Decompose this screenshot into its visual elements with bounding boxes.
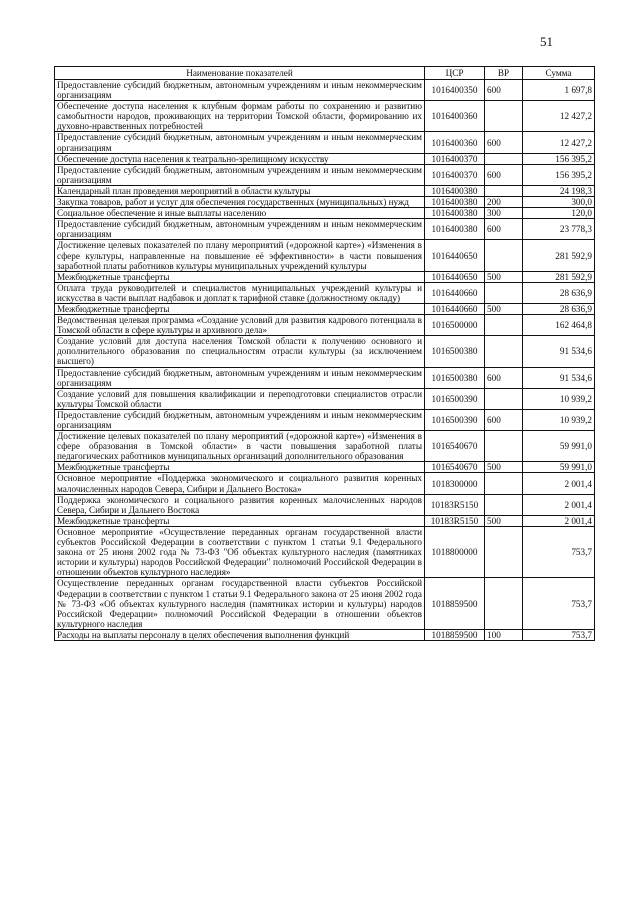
row-sum: 281 592,9 bbox=[523, 271, 595, 282]
row-vr bbox=[485, 315, 523, 336]
row-vr bbox=[485, 101, 523, 132]
row-csr: 1016400380 bbox=[425, 197, 485, 208]
row-sum: 1 697,8 bbox=[523, 80, 595, 101]
row-csr: 1016440660 bbox=[425, 282, 485, 303]
row-vr: 600 bbox=[485, 132, 523, 153]
table-row bbox=[55, 388, 595, 409]
row-vr bbox=[485, 526, 523, 577]
row-sum: 59 991,0 bbox=[523, 431, 595, 462]
row-csr: 1016440650 bbox=[425, 240, 485, 271]
row-name: Создание условий для повышения квалификации и переподготовки специалистов отрасли культуры Томской области bbox=[55, 388, 425, 409]
row-vr bbox=[485, 494, 523, 515]
row-csr: 10183R5150 bbox=[425, 494, 485, 515]
row-name: Создание условий для доступа населения Томской области к получению основного и дополнительного образования по специальностям отрасли культуры (за исключением высшего) bbox=[55, 336, 425, 367]
row-name: Межбюджетные трансферты bbox=[55, 271, 425, 282]
table-row bbox=[55, 526, 595, 577]
row-vr bbox=[485, 185, 523, 196]
row-csr: 1018300000 bbox=[425, 473, 485, 494]
row-vr bbox=[485, 153, 523, 164]
row-csr: 1016400350 bbox=[425, 80, 485, 101]
row-vr bbox=[485, 388, 523, 409]
row-sum: 91 534,6 bbox=[523, 336, 595, 367]
row-name: Основное мероприятие «Поддержка экономического и социального развития коренных малочисленных народов Севера, Сибири и Дальнего Востока» bbox=[55, 473, 425, 494]
row-csr: 1018859500 bbox=[425, 629, 485, 640]
row-name: Ведомственная целевая программа «Создание условий для развития кадрового потенциала в Томской области в сфере культуры и архивного дела» bbox=[55, 315, 425, 336]
row-sum: 2 001,4 bbox=[523, 473, 595, 494]
row-csr: 1016400370 bbox=[425, 153, 485, 164]
table-row bbox=[55, 367, 595, 388]
header-csr: ЦСР bbox=[425, 67, 485, 80]
row-csr: 1018800000 bbox=[425, 526, 485, 577]
table-row bbox=[55, 315, 595, 336]
row-name: Календарный план проведения мероприятий в области культуры bbox=[55, 185, 425, 196]
row-sum: 12 427,2 bbox=[523, 101, 595, 132]
table-row bbox=[55, 164, 595, 185]
row-csr: 1016540670 bbox=[425, 431, 485, 462]
row-vr bbox=[485, 240, 523, 271]
table-row bbox=[55, 431, 595, 462]
row-sum: 753,7 bbox=[523, 526, 595, 577]
row-name: Межбюджетные трансферты bbox=[55, 303, 425, 314]
table-row bbox=[55, 208, 595, 219]
row-vr bbox=[485, 473, 523, 494]
row-name: Закупка товаров, работ и услуг для обеспечения государственных (муниципальных) нужд bbox=[55, 197, 425, 208]
row-vr: 200 bbox=[485, 197, 523, 208]
row-name: Предоставление субсидий бюджетным, автономным учреждениям и иным некоммерческим организациям bbox=[55, 409, 425, 430]
row-csr: 10183R5150 bbox=[425, 515, 485, 526]
row-vr: 600 bbox=[485, 409, 523, 430]
row-name: Оплата труда руководителей и специалистов муниципальных учреждений культуры и искусства в части выплат надбавок и доплат к тарифной ставке (должностному окладу) bbox=[55, 282, 425, 303]
table-row bbox=[55, 578, 595, 629]
row-name: Предоставление субсидий бюджетным, автономным учреждениям и иным некоммерческим организациям bbox=[55, 132, 425, 153]
row-sum: 28 636,9 bbox=[523, 303, 595, 314]
row-csr: 1016400360 bbox=[425, 101, 485, 132]
table-row bbox=[55, 219, 595, 240]
row-name: Предоставление субсидий бюджетным, автономным учреждениям и иным некоммерческим организациям bbox=[55, 164, 425, 185]
row-csr: 1016400380 bbox=[425, 208, 485, 219]
row-sum: 59 991,0 bbox=[523, 462, 595, 473]
row-vr bbox=[485, 282, 523, 303]
table-row bbox=[55, 336, 595, 367]
row-csr: 1016500390 bbox=[425, 388, 485, 409]
row-csr: 1018859500 bbox=[425, 578, 485, 629]
table-row bbox=[55, 271, 595, 282]
row-sum: 12 427,2 bbox=[523, 132, 595, 153]
table-row bbox=[55, 282, 595, 303]
row-sum: 753,7 bbox=[523, 578, 595, 629]
header-sum: Сумма bbox=[523, 67, 595, 80]
row-name: Достижение целевых показателей по плану мероприятий («дорожной карте») «Изменения в сфере образования в Томской области» в части повышения заработной платы педагогических работников муниципальных организаций дополнительного образования bbox=[55, 431, 425, 462]
row-name: Поддержка экономического и социального развития коренных малочисленных народов Севера, Сибири и Дальнего Востока bbox=[55, 494, 425, 515]
row-sum: 24 198,3 bbox=[523, 185, 595, 196]
row-name: Межбюджетные трансферты bbox=[55, 515, 425, 526]
row-csr: 1016440650 bbox=[425, 271, 485, 282]
table-row bbox=[55, 515, 595, 526]
table-row bbox=[55, 303, 595, 314]
page-number: 51 bbox=[540, 34, 553, 49]
table-row bbox=[55, 409, 595, 430]
row-csr: 1016540670 bbox=[425, 462, 485, 473]
row-sum: 300,0 bbox=[523, 197, 595, 208]
row-csr: 1016400380 bbox=[425, 185, 485, 196]
row-csr: 1016400380 bbox=[425, 219, 485, 240]
table-row bbox=[55, 80, 595, 101]
table-row bbox=[55, 153, 595, 164]
budget-table bbox=[54, 66, 595, 641]
row-vr: 600 bbox=[485, 367, 523, 388]
row-vr: 500 bbox=[485, 515, 523, 526]
row-sum: 2 001,4 bbox=[523, 515, 595, 526]
row-name: Обеспечение доступа населения к клубным формам работы по сохранению и развитию самобытности народов, проживающих на территории Томской области, формированию их духовно-нравственных потребностей bbox=[55, 101, 425, 132]
table-row bbox=[55, 629, 595, 640]
row-name: Расходы на выплаты персоналу в целях обеспечения выполнения функций bbox=[55, 629, 425, 640]
row-sum: 162 464,8 bbox=[523, 315, 595, 336]
row-sum: 156 395,2 bbox=[523, 164, 595, 185]
row-sum: 10 939,2 bbox=[523, 388, 595, 409]
row-sum: 120,0 bbox=[523, 208, 595, 219]
row-name: Осуществление переданных органам государственной власти субъектов Российской Федерации в соответствии с пунктом 1 статьи 9.1 Федерального закона от 25 июня 2002 года № 73-ФЗ «Об объектах культурного наследия (памятниках истории и культуры) народов Российской Федерации» полномочий Российской Федерации в отношении объектов культурного наследия bbox=[55, 578, 425, 629]
row-name: Обеспечение доступа населения к театрально-зрелищному искусству bbox=[55, 153, 425, 164]
row-csr: 1016500380 bbox=[425, 367, 485, 388]
row-csr: 1016500000 bbox=[425, 315, 485, 336]
row-name: Межбюджетные трансферты bbox=[55, 462, 425, 473]
row-vr: 100 bbox=[485, 629, 523, 640]
row-vr: 600 bbox=[485, 219, 523, 240]
table-row bbox=[55, 132, 595, 153]
row-vr: 600 bbox=[485, 80, 523, 101]
row-csr: 1016400370 bbox=[425, 164, 485, 185]
table-row bbox=[55, 462, 595, 473]
table-row bbox=[55, 197, 595, 208]
row-name: Предоставление субсидий бюджетным, автономным учреждениям и иным некоммерческим организациям bbox=[55, 367, 425, 388]
row-sum: 10 939,2 bbox=[523, 409, 595, 430]
row-sum: 156 395,2 bbox=[523, 153, 595, 164]
table-row bbox=[55, 473, 595, 494]
row-vr: 500 bbox=[485, 271, 523, 282]
row-name: Достижение целевых показателей по плану мероприятий («дорожной карте») «Изменения в сфере культуры, направленные на повышение её эффективности» в части повышения заработной платы работников культуры муниципальных учреждений культуры bbox=[55, 240, 425, 271]
row-vr: 500 bbox=[485, 303, 523, 314]
row-sum: 753,7 bbox=[523, 629, 595, 640]
row-csr: 1016400360 bbox=[425, 132, 485, 153]
row-sum: 28 636,9 bbox=[523, 282, 595, 303]
header-name: Наименование показателей bbox=[55, 67, 425, 80]
row-sum: 91 534,6 bbox=[523, 367, 595, 388]
row-vr bbox=[485, 431, 523, 462]
table-body bbox=[55, 80, 595, 641]
row-name: Предоставление субсидий бюджетным, автономным учреждениям и иным некоммерческим организациям bbox=[55, 80, 425, 101]
row-csr: 1016500380 bbox=[425, 336, 485, 367]
row-csr: 1016500390 bbox=[425, 409, 485, 430]
row-name: Предоставление субсидий бюджетным, автономным учреждениям и иным некоммерческим организациям bbox=[55, 219, 425, 240]
row-sum: 2 001,4 bbox=[523, 494, 595, 515]
table-row bbox=[55, 494, 595, 515]
header-vr: ВР bbox=[485, 67, 523, 80]
row-vr bbox=[485, 336, 523, 367]
row-vr bbox=[485, 578, 523, 629]
row-sum: 281 592,9 bbox=[523, 240, 595, 271]
row-csr: 1016440660 bbox=[425, 303, 485, 314]
row-vr: 300 bbox=[485, 208, 523, 219]
row-sum: 23 778,3 bbox=[523, 219, 595, 240]
table-header-row bbox=[55, 67, 595, 80]
row-vr: 600 bbox=[485, 164, 523, 185]
row-name: Социальное обеспечение и иные выплаты населению bbox=[55, 208, 425, 219]
table-row bbox=[55, 240, 595, 271]
row-vr: 500 bbox=[485, 462, 523, 473]
table-row bbox=[55, 101, 595, 132]
row-name: Основное мероприятие «Осуществление переданных органам государственной власти субъектов Российской Федерации в соответствии с пунктом 1 статьи 9.1 Федерального закона от 25 июня 2002 года № 73-ФЗ "Об объектах культурного наследия (памятниках истории и культуры) народов Российской Федерации" полномочий Российской Федерации в отношении объектов культурного наследия» bbox=[55, 526, 425, 577]
table-row bbox=[55, 185, 595, 196]
